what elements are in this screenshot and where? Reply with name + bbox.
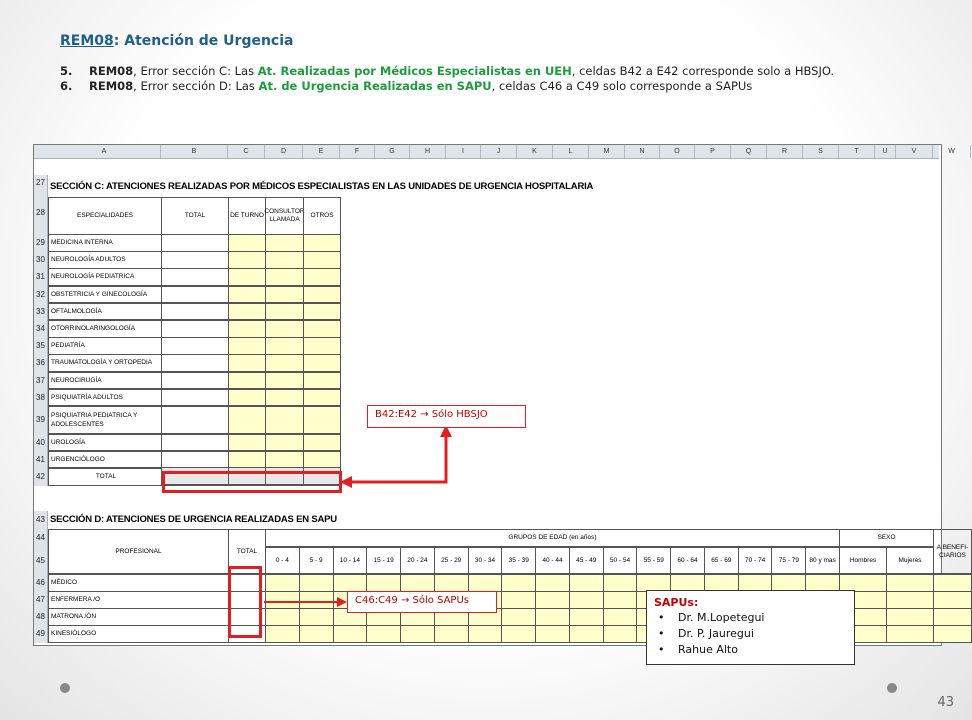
callout-b42-e42: B42:E42 → Sólo HBSJO	[367, 405, 526, 428]
row-number: 46	[34, 574, 48, 592]
section-c-row-label: OTORRINOLARINGOLOGÍA	[48, 320, 162, 338]
sapus-item: • Rahue Alto	[654, 642, 847, 658]
section-c-row-label: OBSTETRICIA Y GINECOLOGÍA	[48, 286, 162, 304]
section-d-header-beneficiarios: A BENEFI- CIARIOS	[933, 529, 972, 574]
section-c-row-label: PSIQUIATRÍA ADULTOS	[48, 389, 162, 407]
column-header: W	[933, 145, 971, 158]
note-code: REM08	[89, 79, 134, 93]
section-d-title: SECCIÓN D: ATENCIONES DE URGENCIA REALIZADAS EN SAPU	[50, 514, 337, 525]
section-c-row-label: PEDIATRÍA	[48, 337, 162, 355]
section-c-row-label: OFTALMOLOGÍA	[48, 303, 162, 321]
sapus-item: • Dr. P. Jauregui	[654, 626, 847, 642]
sapus-box	[646, 590, 855, 665]
section-d-age-group: 65 - 69	[704, 547, 739, 574]
note-highlight: At. Realizadas por Médicos Especialistas en UEH	[257, 64, 572, 78]
row-number: 47	[34, 591, 48, 609]
column-header: V	[896, 145, 933, 158]
column-header: A	[48, 145, 161, 158]
column-header: T	[839, 145, 875, 158]
page-number: 43	[937, 695, 954, 710]
row-number: 38	[34, 389, 48, 407]
decorative-dot-left	[60, 683, 70, 693]
row-number: 33	[34, 303, 48, 321]
sapus-heading: SAPUs:	[654, 596, 699, 609]
section-d-age-group: 0 - 4	[265, 547, 300, 574]
arrow-line-1	[345, 431, 446, 482]
column-header: F	[340, 145, 375, 158]
section-d-age-group: 20 - 24	[400, 547, 435, 574]
column-header: G	[375, 145, 410, 158]
column-header: H	[410, 145, 446, 158]
column-header: I	[446, 145, 481, 158]
row-number: 49	[34, 625, 48, 643]
section-d-row-label: MATRONA /ÓN	[48, 608, 229, 626]
section-d-row-label: ENFERMERA /O	[48, 591, 229, 609]
section-c-row-label: PSIQUIATRIA PEDIATRICA Y ADOLESCENTES	[48, 406, 162, 434]
column-header: L	[553, 145, 589, 158]
note-text: , Error sección C: Las	[133, 64, 258, 78]
row-number: 40	[34, 434, 48, 452]
row-number: 37	[34, 372, 48, 390]
section-c-header: OTROS	[303, 197, 341, 235]
title-rest: : Atención de Urgencia	[113, 33, 294, 49]
column-header: B	[161, 145, 228, 158]
row-number: 36	[34, 354, 48, 372]
sapus-list	[654, 610, 847, 658]
section-d-age-group: 10 - 14	[333, 547, 368, 574]
note-number: 6.	[60, 79, 73, 93]
section-d-row-label: KINESIÓLOGO	[48, 625, 229, 643]
row-number: 48	[34, 608, 48, 626]
arrow-head-1b	[340, 476, 352, 488]
row-number: 28	[34, 191, 48, 235]
section-d-age-group: 50 - 54	[603, 547, 638, 574]
section-c-header: CONSULTOR LLAMADA	[265, 197, 304, 235]
section-d-header-sexo: SEXO	[839, 529, 934, 547]
section-d-age-group: 40 - 44	[535, 547, 570, 574]
row-number: 30	[34, 251, 48, 269]
column-header: E	[303, 145, 340, 158]
column-header: N	[625, 145, 660, 158]
title-code: REM08	[60, 33, 114, 49]
column-header: P	[695, 145, 731, 158]
column-header: J	[481, 145, 517, 158]
section-d-age-group: 25 - 29	[434, 547, 469, 574]
row-number: 32	[34, 286, 48, 304]
section-d-header-mujeres: Mujeres	[886, 547, 934, 574]
row-number: 42	[34, 468, 48, 486]
column-header: R	[767, 145, 803, 158]
callout-c46-c49: C46:C49 → Sólo SAPUs	[347, 591, 497, 613]
column-header: K	[517, 145, 553, 158]
section-c-title: SECCIÓN C: ATENCIONES REALIZADAS POR MÉDICOS ESPECIALISTAS EN LAS UNIDADES DE URGENCIA HOSPITALARIA	[50, 181, 594, 192]
section-c-row-label: NEUROCIRUGÍA	[48, 372, 162, 390]
decorative-dot-right	[887, 683, 897, 693]
row-number: 45	[34, 547, 48, 574]
note-text: , celdas B42 a E42 corresponde solo a HBSJO.	[571, 64, 835, 78]
section-d-header-hombres: Hombres	[839, 547, 887, 574]
column-header: S	[803, 145, 839, 158]
row-number: 34	[34, 320, 48, 338]
row-number: 27	[34, 175, 48, 191]
section-d-header-grupos: GRUPOS DE EDAD (en años)	[265, 529, 840, 547]
section-d-age-group: 60 - 64	[670, 547, 705, 574]
section-d-row-label: MÉDICO	[48, 574, 229, 592]
row-number: 41	[34, 451, 48, 469]
row-number: 39	[34, 406, 48, 434]
row-number: 35	[34, 337, 48, 355]
row-number: 44	[34, 529, 48, 547]
note-number: 5.	[60, 64, 73, 78]
column-header: U	[875, 145, 896, 158]
section-d-age-group: 55 - 59	[636, 547, 671, 574]
column-header: C	[228, 145, 265, 158]
section-d-age-group: 80 y mas	[805, 547, 840, 574]
section-c-row-label: NEUROLOGÍA ADULTOS	[48, 251, 162, 269]
section-d-age-group: 45 - 49	[569, 547, 604, 574]
row-number: 31	[34, 268, 48, 286]
section-c-row-label: URGENCIÓLOGO	[48, 451, 162, 469]
section-c-header: TOTAL	[161, 197, 229, 235]
column-header: O	[660, 145, 695, 158]
section-d-age-group: 15 - 19	[366, 547, 401, 574]
section-d-age-group: 30 - 34	[468, 547, 503, 574]
section-c-row-label: TOTAL	[48, 468, 162, 486]
arrow-head-2	[337, 597, 347, 607]
section-d-age-group: 35 - 39	[501, 547, 536, 574]
sapus-item: • Dr. M.Lopetegui	[654, 610, 847, 626]
row-number: 29	[34, 234, 48, 252]
column-header: D	[265, 145, 303, 158]
note-text: , Error sección D: Las	[133, 79, 259, 93]
section-d-header-total: TOTAL	[228, 529, 266, 574]
section-c-row-label: TRAUMATOLOGÍA Y ORTOPEDIA	[48, 354, 162, 372]
row-number: 43	[34, 511, 48, 529]
section-d-age-group: 5 - 9	[299, 547, 334, 574]
note-highlight: At. de Urgencia Realizadas en SAPU	[258, 79, 492, 93]
column-header: M	[589, 145, 625, 158]
note-text: , celdas C46 a C49 solo corresponde a SAPUs	[491, 79, 753, 93]
section-c-row-label: UROLOGÍA	[48, 434, 162, 452]
section-c-header: ESPECIALIDADES	[48, 197, 162, 235]
section-c-row-label: MEDICINA INTERNA	[48, 234, 162, 252]
section-d-age-group: 70 - 74	[738, 547, 773, 574]
section-d-age-group: 75 - 79	[771, 547, 806, 574]
section-c-header: DE TURNO	[228, 197, 266, 235]
column-header: Q	[731, 145, 767, 158]
note-code: REM08	[89, 64, 134, 78]
section-c-row-label: NEUROLOGÍA PEDIATRICA	[48, 268, 162, 286]
section-d-header-profesional: PROFESIONAL	[48, 529, 229, 574]
